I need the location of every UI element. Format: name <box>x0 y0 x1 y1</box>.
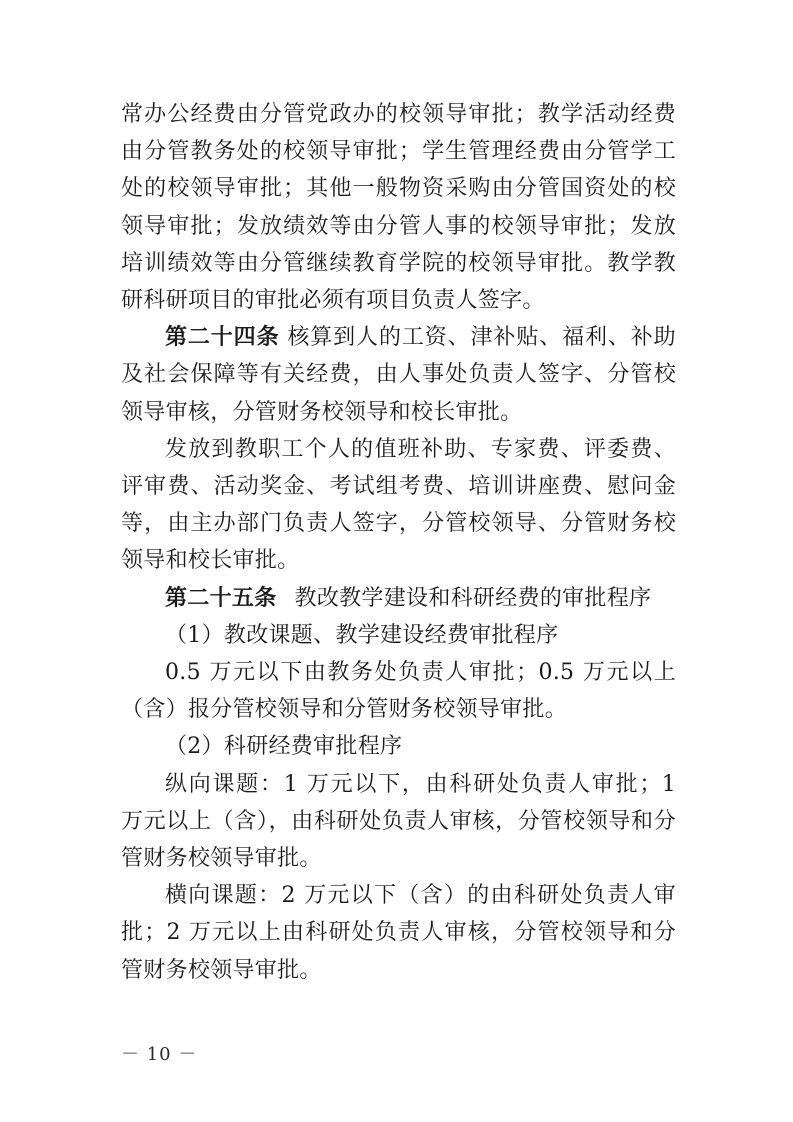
item-2-heading <box>121 728 676 765</box>
paragraph-text: （1）教改课题、教学建设经费审批程序 <box>165 622 559 648</box>
paragraph-text: 常办公经费由分管党政办的校领导审批；教学活动经费由分管教务处的校领导审批；学生管理经费由分管学工处的校领导审批；其他一般物资采购由分管国资处的校领导审批；发放绩效等由分管人事的校领导审批；发放培训绩效等由分管继续教育学院的校领导审批。教学教研科研项目的审批必须有项目负责人签字。 <box>121 102 676 314</box>
horizontal-project-rule <box>121 877 676 989</box>
article-25-text: 教改教学建设和科研经费的审批程序 <box>294 585 652 611</box>
article-24 <box>121 319 676 431</box>
item-1-heading <box>121 617 676 654</box>
paragraph-continued <box>121 96 676 319</box>
page-number: － 10 － <box>121 1044 198 1065</box>
paragraph-text: 发放到教职工个人的值班补助、专家费、评委费、评审费、活动奖金、考试组考费、培训讲座费、慰问金等，由主办部门负责人签字，分管校领导、分管财务校领导和校长审批。 <box>121 436 676 574</box>
document-body <box>121 96 676 989</box>
article-25 <box>121 580 676 617</box>
item-1-rule <box>121 654 676 728</box>
paragraph-text: 横向课题：2 万元以下（含）的由科研处负责人审批；2 万元以上由科研处负责人审核，分管校领导和分管财务校领导审批。 <box>121 883 676 983</box>
paragraph-allowances <box>121 431 676 580</box>
article-24-heading: 第二十四条 <box>165 324 280 351</box>
paragraph-text: 纵向课题：1 万元以下，由科研处负责人审批；1 万元以上（含），由科研处负责人审核，分管校领导和分管财务校领导审批。 <box>121 771 676 872</box>
paragraph-text: （2）科研经费审批程序 <box>165 734 403 760</box>
article-24-text: 核算到人的工资、津补贴、福利、补助及社会保障等有关经费，由人事处负责人签字、分管校领导审核，分管财务校领导和校长审批。 <box>121 325 676 425</box>
article-25-heading: 第二十五条 <box>165 584 277 611</box>
vertical-project-rule <box>121 766 676 878</box>
paragraph-text: 0.5 万元以下由教务处负责人审批；0.5 万元以上（含）报分管校领导和分管财务校领导审批。 <box>121 660 676 723</box>
